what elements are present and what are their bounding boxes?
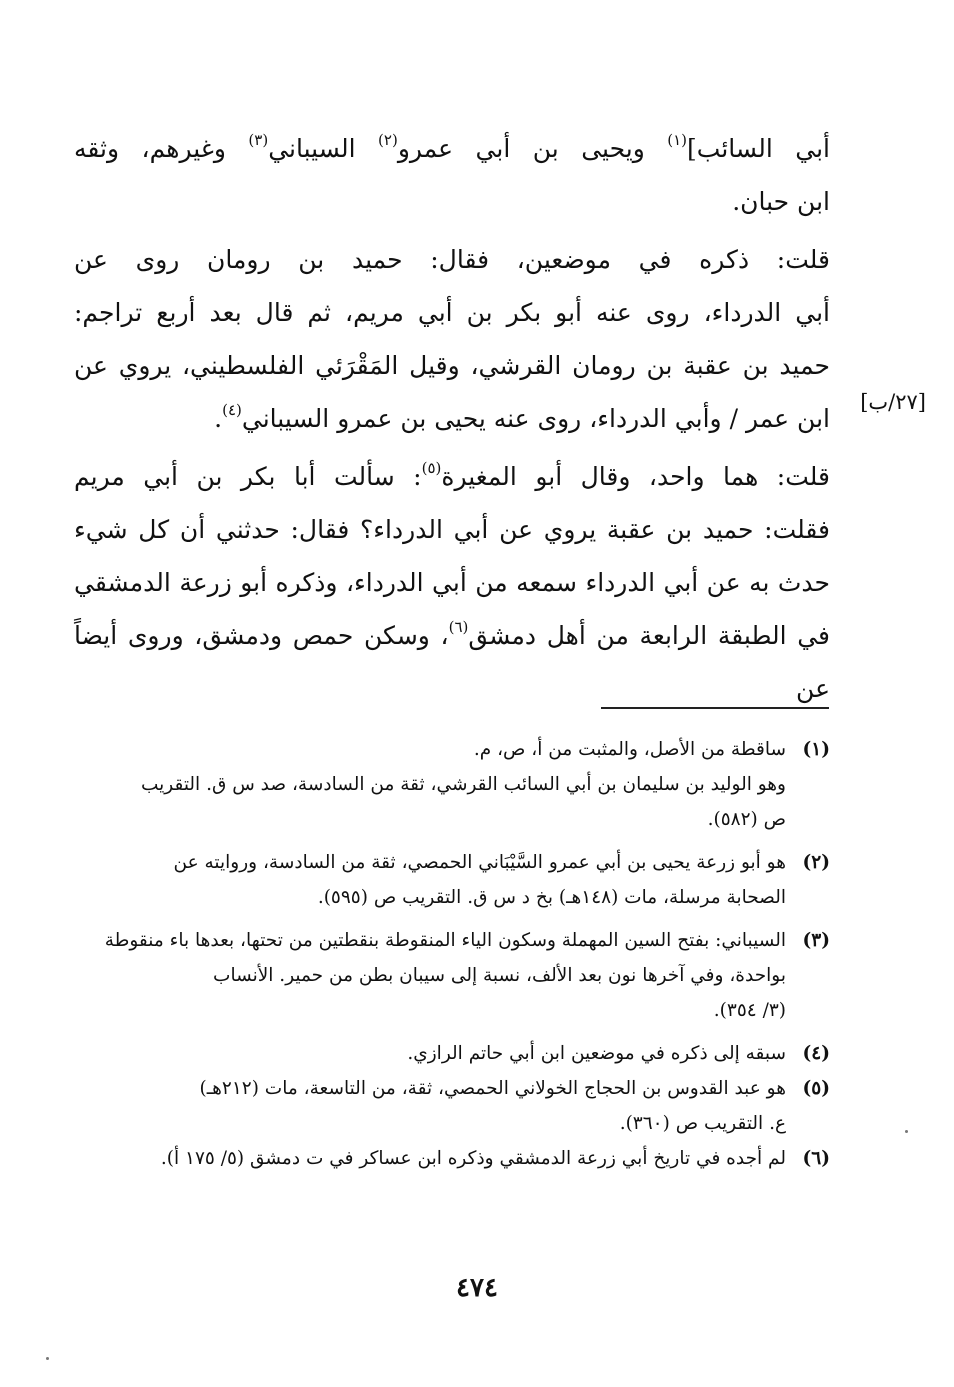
text-segment: وغيرهم، وثقه xyxy=(74,134,249,163)
text-line xyxy=(74,450,830,503)
footnote-line: الصحابة مرسلة، مات (١٤٨هـ) بخ د س ق. التقريب ص (٥٩٥). xyxy=(317,887,786,908)
text-line xyxy=(74,609,830,715)
text-line: فقلت: حميد بن عقبة يروي عن أبي الدرداء؟ فقال: حدثني أن كل شيء xyxy=(74,515,830,544)
text-segment: أبي السائب] xyxy=(687,134,830,163)
footnote-line: (٣/ ٣٥٤). xyxy=(713,1000,786,1021)
footnote-number: (٤) xyxy=(802,1043,830,1064)
footnote-ref[interactable]: (٦) xyxy=(448,618,469,636)
footnote-line: ساقطة من الأصل، والمثبت من أ، ص، م. xyxy=(473,739,786,760)
margin-folio-note: [٢٧/ب] xyxy=(860,390,926,414)
footnote-ref[interactable]: (٣) xyxy=(248,131,269,149)
text-segment: قلت: هما واحد، وقال أبو المغيرة xyxy=(441,462,830,491)
text-line: ابن حبان. xyxy=(732,187,830,216)
footnote-line: بواحدة، وفي آخرها نون بعد الألف، نسبة إلى سيبان بطن من حمير. الأنساب xyxy=(213,965,786,986)
footnote-1 xyxy=(74,732,830,837)
footnote-line: لم أجده في تاريخ أبي زرعة الدمشقي وذكره ابن عساكر في ت دمشق (٥/ ١٧٥ أ). xyxy=(160,1148,786,1169)
text-line: قلت: ذكره في موضعين، فقال: حميد بن رومان روى عن xyxy=(74,245,830,274)
scan-speck xyxy=(46,1357,49,1360)
text-segment: السيباني xyxy=(268,134,379,163)
text-segment: . xyxy=(214,404,223,433)
text-line: حميد بن عقبة بن رومان القرشي، وقيل المَقْرَئي الفلسطيني، يروي عن xyxy=(74,351,830,380)
footnote-4 xyxy=(74,1036,830,1071)
main-text xyxy=(74,122,830,715)
text-segment: ، وسكن حمص ودمشق، وروى أيضاً عن xyxy=(74,621,830,703)
text-segment: في الطبقة الرابعة من أهل دمشق xyxy=(468,621,831,650)
footnote-2 xyxy=(74,845,830,915)
footnote-6 xyxy=(74,1141,830,1176)
text-segment: ابن عمر / وأبي الدرداء، روى عنه يحيى بن عمرو السيباني xyxy=(241,404,830,433)
footnote-3 xyxy=(74,923,830,1028)
footnote-separator xyxy=(601,707,829,709)
footnote-line: ص (٥٨٢). xyxy=(707,809,786,830)
footnote-number: (٦) xyxy=(802,1148,830,1169)
text-line: أبي الدرداء، روى عنه أبو بكر بن أبي مريم، ثم قال بعد أربع تراجم: xyxy=(74,298,830,327)
footnote-ref[interactable]: (٢) xyxy=(378,131,398,149)
footnote-text xyxy=(74,1141,786,1176)
footnote-5 xyxy=(74,1071,830,1141)
footnote-ref[interactable]: (١) xyxy=(667,131,688,149)
footnote-text xyxy=(74,845,786,915)
text-line xyxy=(74,392,830,445)
text-segment: ويحيى بن أبي عمرو xyxy=(397,134,668,163)
footnote-text xyxy=(74,732,786,837)
footnote-text xyxy=(74,1036,786,1071)
footnote-ref[interactable]: (٥) xyxy=(421,459,442,477)
footnote-line: ع. التقريب ص (٣٦٠). xyxy=(619,1113,786,1134)
footnote-ref[interactable]: (٤) xyxy=(222,401,242,419)
footnote-number: (٥) xyxy=(802,1078,830,1099)
footnote-number: (٢) xyxy=(802,852,830,873)
text-segment: : سألت أبا بكر بن أبي مريم xyxy=(74,462,422,491)
footnote-line: هو عبد القدوس بن الحجاج الخولاني الحمصي، ثقة، من التاسعة، مات (٢١٢هـ) xyxy=(199,1078,786,1099)
footnote-line: سبقه إلى ذكره في موضعين ابن أبي حاتم الرازي. xyxy=(407,1043,786,1064)
footnote-number: (٣) xyxy=(802,930,830,951)
paragraph-2 xyxy=(74,233,830,445)
text-line: حدث به عن أبي الدرداء سمعه من أبي الدرداء، وذكره أبو زرعة الدمشقي xyxy=(74,568,830,597)
footnote-number: (١) xyxy=(802,739,830,760)
footnote-text xyxy=(74,1071,786,1141)
scan-speck xyxy=(905,1130,908,1133)
footnote-line: السيباني: بفتح السين المهملة وسكون الياء المنقوطة بنقطتين من تحتها، بعدها باء منقوطة xyxy=(104,930,786,951)
footnote-line: وهو الوليد بن سليمان بن أبي السائب القرشي، ثقة من السادسة، صد س ق. التقريب xyxy=(140,774,786,795)
paragraph-3 xyxy=(74,450,830,715)
text-line xyxy=(74,122,830,175)
paragraph-1 xyxy=(74,122,830,228)
footnotes xyxy=(74,732,830,1176)
page-number: ٤٧٤ xyxy=(456,1273,498,1303)
footnote-line: هو أبو زرعة يحيى بن أبي عمرو السَّيْبَاني الحمصي، ثقة من السادسة، وروايته عن xyxy=(173,852,786,873)
footnote-text xyxy=(74,923,786,1028)
